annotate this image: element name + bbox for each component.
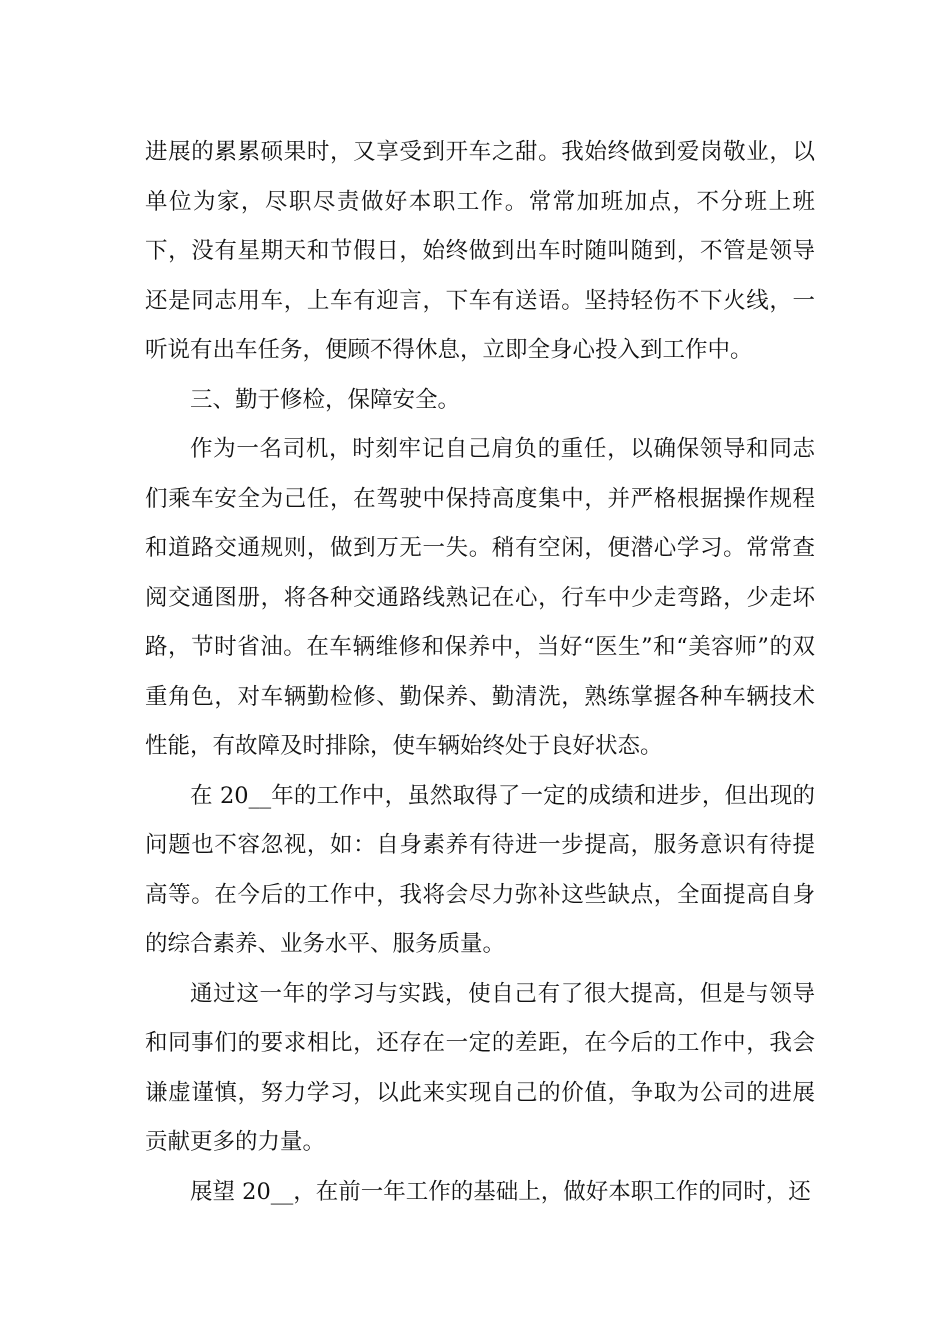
document-body	[145, 128, 815, 1217]
paragraph-6: 展望 20__，在前一年工作的基础上，做好本职工作的同时，还	[190, 1178, 811, 1205]
paragraph-1: 进展的累累硕果时，又享受到开车之甜。我始终做到爱岗敬业，以单位为家，尽职尽责做好本职工作。常常加班加点，不分班上班下，没有星期天和节假日，始终做到出车时随叫随到，不管是领导还是同志用车，上车有迎言，下车有送语。坚持轻伤不下火线，一听说有出车任务，便顾不得休息，立即全身心投入到工作中。	[145, 139, 815, 363]
paragraph-3: 作为一名司机，时刻牢记自己肩负的重任，以确保领导和同志们乘车安全为己任，在驾驶中保持高度集中，并严格根据操作规程和道路交通规则，做到万无一失。稍有空闲，便潜心学习。常常查阅交通图册，将各种交通路线熟记在心，行车中少走弯路，少走坏路，节时省油。在车辆维修和保养中，当好“医生”和“美容师”的双重角色，对车辆勤检修、勤保养、勤清洗，熟练掌握各种车辆技术性能，有故障及时排除，使车辆始终处于良好状态。	[145, 436, 815, 759]
paragraph-2-section-heading: 三、勤于修检，保障安全。	[190, 386, 461, 413]
paragraph-5: 通过这一年的学习与实践，使自己有了很大提高，但是与领导和同事们的要求相比，还存在一定的差距，在今后的工作中，我会谦虚谨慎，努力学习，以此来实现自己的价值，争取为公司的进展贡献更多的力量。	[145, 980, 815, 1155]
paragraph-4: 在 20__年的工作中，虽然取得了一定的成绩和进步，但出现的问题也不容忽视，如：自身素养有待进一步提高，服务意识有待提高等。在今后的工作中，我将会尽力弥补这些缺点，全面提高自身的综合素养、业务水平、服务质量。	[145, 782, 815, 957]
